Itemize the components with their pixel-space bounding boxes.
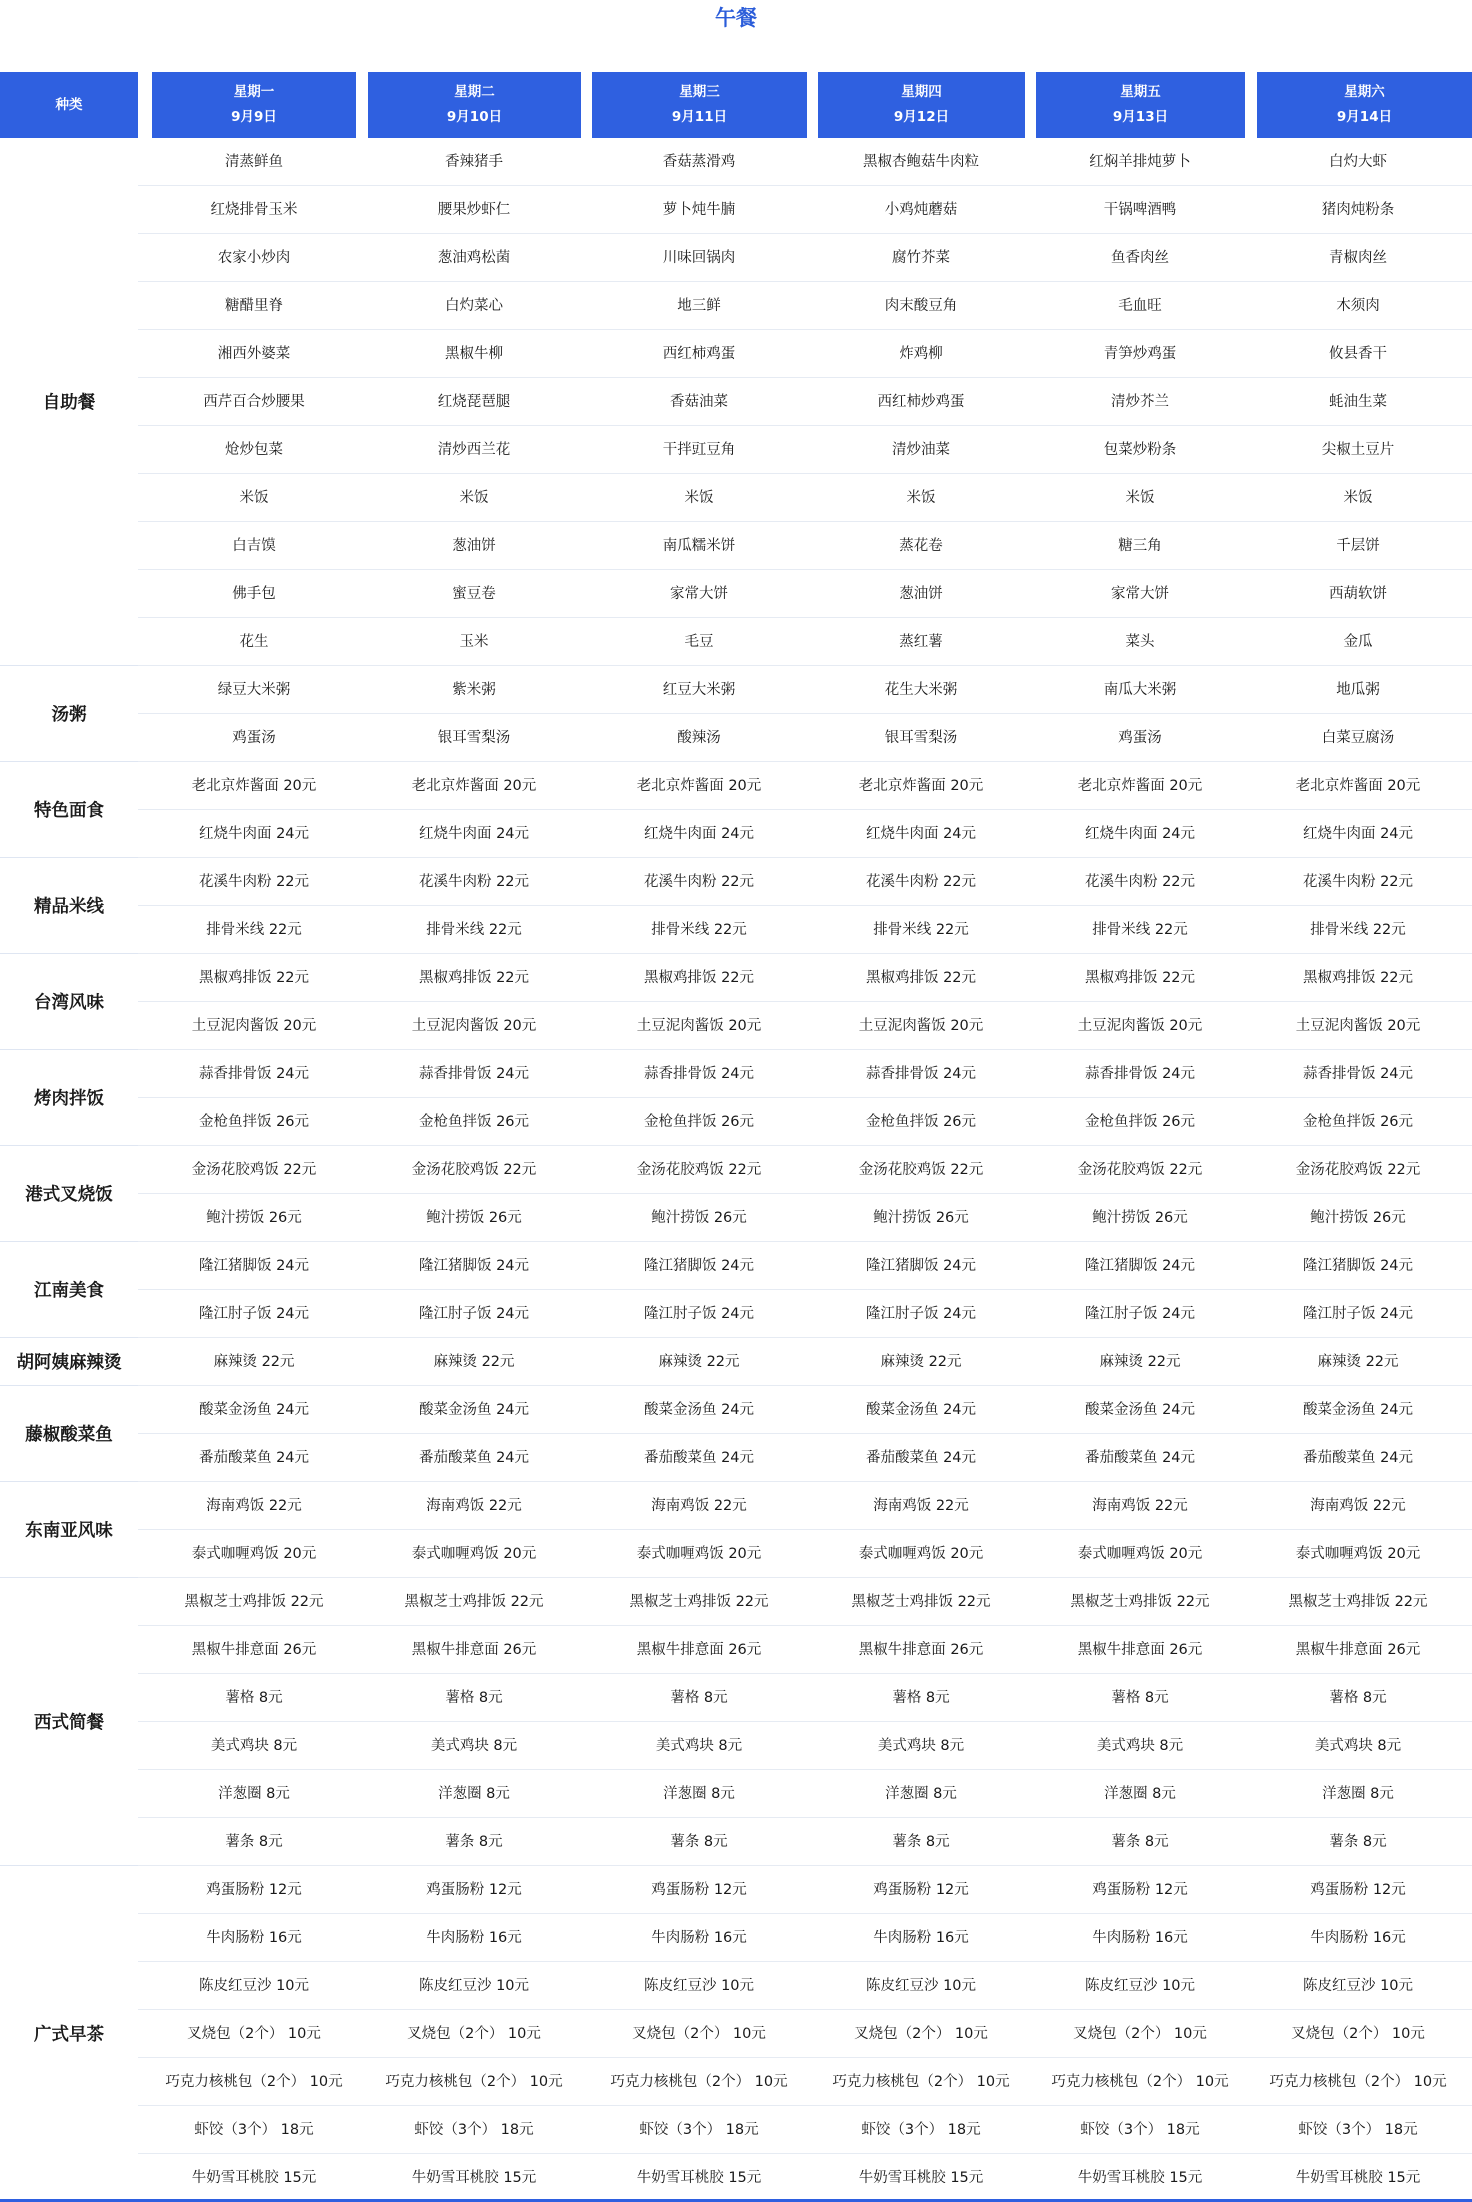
menu-item: 海南鸡饭 22元 [1092, 1498, 1188, 1514]
menu-item: 薯条 8元 [670, 1834, 728, 1850]
menu-item: 土豆泥肉酱饭 20元 [1077, 1018, 1203, 1034]
menu-item: 老北京炸酱面 20元 [411, 778, 537, 794]
menu-item: 银耳雪梨汤 [437, 730, 511, 746]
menu-item: 隆江肘子饭 24元 [1302, 1306, 1414, 1322]
menu-item: 陈皮红豆沙 10元 [1084, 1978, 1196, 1994]
menu-item: 老北京炸酱面 20元 [636, 778, 762, 794]
menu-item: 巧克力核桃包（2个） 10元 [385, 2074, 563, 2090]
menu-item: 牛奶雪耳桃胶 15元 [191, 2170, 317, 2186]
menu-item: 鸡蛋肠粉 12元 [1092, 1882, 1188, 1898]
menu-item: 美式鸡块 8元 [210, 1738, 298, 1754]
menu-item: 包菜炒粉条 [1103, 442, 1177, 458]
menu-item: 花生 [239, 634, 269, 650]
menu-item: 香辣猪手 [445, 154, 503, 170]
header-weekday: 星期五 [1120, 84, 1161, 100]
menu-item: 薯格 8元 [1111, 1690, 1169, 1706]
category-label: 烤肉拌饭 [0, 1050, 138, 1146]
menu-item: 老北京炸酱面 20元 [1295, 778, 1421, 794]
menu-item: 洋葱圈 8元 [1104, 1786, 1176, 1802]
menu-item: 金枪鱼拌饭 26元 [643, 1114, 755, 1130]
menu-item: 金枪鱼拌饭 26元 [198, 1114, 310, 1130]
menu-item: 鸡蛋肠粉 12元 [426, 1882, 522, 1898]
menu-item: 鲍汁捞饭 26元 [1092, 1210, 1188, 1226]
menu-item: 葱油饼 [452, 538, 496, 554]
category-label: 特色面食 [0, 762, 138, 858]
menu-item: 蒸花卷 [899, 538, 943, 554]
menu-item: 金枪鱼拌饭 26元 [1302, 1114, 1414, 1130]
menu-item: 黑椒鸡排饭 22元 [418, 970, 530, 986]
menu-item: 海南鸡饭 22元 [206, 1498, 302, 1514]
menu-item: 番茄酸菜鱼 24元 [1302, 1450, 1414, 1466]
menu-item: 麻辣烫 22元 [213, 1354, 295, 1370]
menu-item: 米饭 [1343, 490, 1373, 506]
menu-item: 金汤花胶鸡饭 22元 [1077, 1162, 1203, 1178]
menu-item: 牛奶雪耳桃胶 15元 [858, 2170, 984, 2186]
category-label: 台湾风味 [0, 954, 138, 1050]
menu-item: 番茄酸菜鱼 24元 [865, 1450, 977, 1466]
menu-item: 酸菜金汤鱼 24元 [418, 1402, 530, 1418]
menu-item: 蒜香排骨饭 24元 [643, 1066, 755, 1082]
menu-item: 黑椒牛排意面 26元 [1295, 1642, 1421, 1658]
menu-item: 黑椒牛柳 [445, 346, 503, 362]
menu-item: 隆江猪脚饭 24元 [1084, 1258, 1196, 1274]
menu-item: 金汤花胶鸡饭 22元 [636, 1162, 762, 1178]
menu-item: 麻辣烫 22元 [880, 1354, 962, 1370]
menu-item: 洋葱圈 8元 [663, 1786, 735, 1802]
menu-item: 隆江猪脚饭 24元 [1302, 1258, 1414, 1274]
menu-item: 老北京炸酱面 20元 [191, 778, 317, 794]
category-label: 西式简餐 [0, 1578, 138, 1866]
menu-item: 黑椒牛排意面 26元 [636, 1642, 762, 1658]
menu-item: 清炒西兰花 [437, 442, 511, 458]
menu-item: 西红柿炒鸡蛋 [877, 394, 965, 410]
category-label: 江南美食 [0, 1242, 138, 1338]
menu-item: 红烧牛肉面 24元 [643, 826, 755, 842]
menu-item: 鲍汁捞饭 26元 [651, 1210, 747, 1226]
menu-item: 西红柿鸡蛋 [662, 346, 736, 362]
menu-item: 猪肉炖粉条 [1321, 202, 1395, 218]
menu-item: 西芹百合炒腰果 [203, 394, 305, 410]
menu-item: 鸡蛋肠粉 12元 [873, 1882, 969, 1898]
menu-item: 毛血旺 [1118, 298, 1162, 314]
menu-item: 牛肉肠粉 16元 [873, 1930, 969, 1946]
menu-item: 佛手包 [232, 586, 276, 602]
menu-item: 老北京炸酱面 20元 [1077, 778, 1203, 794]
menu-item: 炝炒包菜 [225, 442, 283, 458]
menu-item: 薯条 8元 [225, 1834, 283, 1850]
menu-item: 花溪牛肉粉 22元 [1084, 874, 1196, 890]
menu-item: 白吉馍 [232, 538, 276, 554]
menu-item: 鸡蛋肠粉 12元 [1310, 1882, 1406, 1898]
menu-item: 隆江猪脚饭 24元 [418, 1258, 530, 1274]
menu-item: 肉末酸豆角 [884, 298, 958, 314]
menu-item: 黑椒牛排意面 26元 [191, 1642, 317, 1658]
menu-item: 隆江肘子饭 24元 [1084, 1306, 1196, 1322]
menu-item: 酸菜金汤鱼 24元 [198, 1402, 310, 1418]
menu-item: 鱼香肉丝 [1111, 250, 1169, 266]
menu-item: 金汤花胶鸡饭 22元 [1295, 1162, 1421, 1178]
category-label: 胡阿姨麻辣烫 [0, 1338, 138, 1386]
header-weekday: 星期四 [901, 84, 942, 100]
menu-item: 蒸红薯 [899, 634, 943, 650]
menu-item: 隆江猪脚饭 24元 [865, 1258, 977, 1274]
menu-item: 糖醋里脊 [225, 298, 283, 314]
menu-item: 美式鸡块 8元 [877, 1738, 965, 1754]
menu-item: 西葫软饼 [1329, 586, 1387, 602]
menu-item: 菜头 [1125, 634, 1155, 650]
menu-item: 攸县香干 [1329, 346, 1387, 362]
menu-item: 黑椒牛排意面 26元 [858, 1642, 984, 1658]
menu-item: 川味回锅肉 [662, 250, 736, 266]
menu-item: 虾饺（3个） 18元 [414, 2122, 534, 2138]
menu-item: 鲍汁捞饭 26元 [873, 1210, 969, 1226]
menu-item: 排骨米线 22元 [1092, 922, 1188, 938]
menu-item: 泰式咖喱鸡饭 20元 [411, 1546, 537, 1562]
menu-item: 木须肉 [1336, 298, 1380, 314]
menu-item: 地三鲜 [677, 298, 721, 314]
menu-item: 干锅啤酒鸭 [1103, 202, 1177, 218]
menu-item: 陈皮红豆沙 10元 [1302, 1978, 1414, 1994]
category-label: 港式叉烧饭 [0, 1146, 138, 1242]
menu-item: 薯条 8元 [1111, 1834, 1169, 1850]
menu-item: 米饭 [1125, 490, 1155, 506]
menu-item: 红烧琵琶腿 [437, 394, 511, 410]
category-label: 东南亚风味 [0, 1482, 138, 1578]
menu-item: 红豆大米粥 [662, 682, 736, 698]
menu-item: 牛肉肠粉 16元 [651, 1930, 747, 1946]
menu-item: 海南鸡饭 22元 [651, 1498, 747, 1514]
menu-item: 黑椒鸡排饭 22元 [198, 970, 310, 986]
menu-item: 清炒油菜 [892, 442, 950, 458]
menu-item: 蒜香排骨饭 24元 [865, 1066, 977, 1082]
menu-item: 尖椒土豆片 [1321, 442, 1395, 458]
menu-item: 青笋炒鸡蛋 [1103, 346, 1177, 362]
menu-item: 番茄酸菜鱼 24元 [418, 1450, 530, 1466]
menu-item: 米饭 [239, 490, 269, 506]
menu-item: 泰式咖喱鸡饭 20元 [1295, 1546, 1421, 1562]
menu-item: 蒜香排骨饭 24元 [418, 1066, 530, 1082]
category-label: 自助餐 [0, 138, 138, 666]
header-weekday: 星期二 [454, 84, 495, 100]
header-category [0, 72, 138, 138]
menu-item: 薯条 8元 [892, 1834, 950, 1850]
menu-item: 金瓜 [1343, 634, 1373, 650]
menu-item: 蒜香排骨饭 24元 [1302, 1066, 1414, 1082]
menu-item: 洋葱圈 8元 [1322, 1786, 1394, 1802]
menu-item: 老北京炸酱面 20元 [858, 778, 984, 794]
menu-item: 黑椒芝士鸡排饭 22元 [184, 1594, 324, 1610]
menu-item: 黑椒芝士鸡排饭 22元 [404, 1594, 544, 1610]
menu-item: 糖三角 [1118, 538, 1162, 554]
menu-item: 虾饺（3个） 18元 [861, 2122, 981, 2138]
menu-item: 萝卜炖牛腩 [662, 202, 736, 218]
menu-item: 酸辣汤 [677, 730, 721, 746]
menu-item: 红烧牛肉面 24元 [1084, 826, 1196, 842]
header-date: 9月12日 [893, 109, 950, 125]
menu-item: 叉烧包（2个） 10元 [632, 2026, 766, 2042]
menu-item: 黑椒牛排意面 26元 [1077, 1642, 1203, 1658]
menu-item: 南瓜糯米饼 [662, 538, 736, 554]
menu-item: 金汤花胶鸡饭 22元 [191, 1162, 317, 1178]
menu-item: 鸡蛋肠粉 12元 [206, 1882, 302, 1898]
menu-item: 鲍汁捞饭 26元 [206, 1210, 302, 1226]
menu-item: 黑椒芝士鸡排饭 22元 [1070, 1594, 1210, 1610]
menu-item: 鸡蛋汤 [232, 730, 276, 746]
category-label: 藤椒酸菜鱼 [0, 1386, 138, 1482]
menu-item: 美式鸡块 8元 [1314, 1738, 1402, 1754]
menu-item: 金汤花胶鸡饭 22元 [858, 1162, 984, 1178]
menu-item: 番茄酸菜鱼 24元 [198, 1450, 310, 1466]
menu-item: 泰式咖喱鸡饭 20元 [636, 1546, 762, 1562]
menu-item: 金汤花胶鸡饭 22元 [411, 1162, 537, 1178]
category-label: 精品米线 [0, 858, 138, 954]
menu-item: 牛肉肠粉 16元 [206, 1930, 302, 1946]
menu-item: 花溪牛肉粉 22元 [1302, 874, 1414, 890]
header-day-6 [1257, 72, 1472, 138]
header-weekday: 星期六 [1344, 84, 1385, 100]
menu-item: 银耳雪梨汤 [884, 730, 958, 746]
menu-item: 泰式咖喱鸡饭 20元 [191, 1546, 317, 1562]
menu-item: 排骨米线 22元 [206, 922, 302, 938]
menu-item: 红烧牛肉面 24元 [418, 826, 530, 842]
menu-item: 美式鸡块 8元 [1096, 1738, 1184, 1754]
header-weekday: 星期一 [233, 84, 275, 100]
menu-item: 家常大饼 [670, 586, 728, 602]
menu-item: 地瓜粥 [1336, 682, 1380, 698]
menu-item: 蒜香排骨饭 24元 [198, 1066, 310, 1082]
menu-item: 巧克力核桃包（2个） 10元 [165, 2074, 343, 2090]
header-date: 9月11日 [671, 109, 728, 125]
menu-item: 隆江肘子饭 24元 [643, 1306, 755, 1322]
menu-item: 金枪鱼拌饭 26元 [865, 1114, 977, 1130]
menu-item: 土豆泥肉酱饭 20元 [411, 1018, 537, 1034]
menu-item: 牛奶雪耳桃胶 15元 [1295, 2170, 1421, 2186]
menu-item: 虾饺（3个） 18元 [1298, 2122, 1418, 2138]
menu-item: 薯条 8元 [445, 1834, 503, 1850]
menu-item: 美式鸡块 8元 [430, 1738, 518, 1754]
menu-item: 干拌豇豆角 [662, 442, 736, 458]
menu-item: 香菇蒸滑鸡 [662, 154, 736, 170]
menu-item: 小鸡炖蘑菇 [884, 202, 958, 218]
menu-item: 麻辣烫 22元 [433, 1354, 515, 1370]
menu-item: 麻辣烫 22元 [658, 1354, 740, 1370]
menu-item: 薯格 8元 [1329, 1690, 1387, 1706]
menu-item: 薯格 8元 [225, 1690, 283, 1706]
header-category-label: 种类 [55, 96, 83, 113]
page-title: 午餐 [715, 6, 757, 30]
menu-item: 酸菜金汤鱼 24元 [865, 1402, 977, 1418]
menu-item: 花溪牛肉粉 22元 [418, 874, 530, 890]
menu-item: 黑椒芝士鸡排饭 22元 [851, 1594, 991, 1610]
menu-item: 酸菜金汤鱼 24元 [1302, 1402, 1414, 1418]
menu-item: 黑椒鸡排饭 22元 [865, 970, 977, 986]
menu-item: 红烧排骨玉米 [210, 202, 298, 218]
menu-item: 红烧牛肉面 24元 [198, 826, 310, 842]
menu-item: 毛豆 [684, 634, 714, 650]
menu-item: 鲍汁捞饭 26元 [426, 1210, 522, 1226]
menu-item: 海南鸡饭 22元 [1310, 1498, 1406, 1514]
menu-item: 黑椒芝士鸡排饭 22元 [629, 1594, 769, 1610]
menu-item: 黑椒芝士鸡排饭 22元 [1288, 1594, 1428, 1610]
menu-item: 湘西外婆菜 [217, 346, 291, 362]
header-date: 9月10日 [446, 109, 503, 125]
header-date: 9月14日 [1336, 109, 1393, 125]
menu-item: 泰式咖喱鸡饭 20元 [1077, 1546, 1203, 1562]
menu-item: 薯格 8元 [670, 1690, 728, 1706]
menu-item: 叉烧包（2个） 10元 [1291, 2026, 1425, 2042]
menu-item: 隆江猪脚饭 24元 [198, 1258, 310, 1274]
menu-item: 薯条 8元 [1329, 1834, 1387, 1850]
menu-item: 排骨米线 22元 [651, 922, 747, 938]
menu-item: 麻辣烫 22元 [1099, 1354, 1181, 1370]
menu-item: 炸鸡柳 [899, 346, 943, 362]
header-day-2 [368, 72, 581, 138]
menu-item: 洋葱圈 8元 [885, 1786, 957, 1802]
menu-item: 金枪鱼拌饭 26元 [1084, 1114, 1196, 1130]
menu-item: 红烧牛肉面 24元 [865, 826, 977, 842]
menu-item: 巧克力核桃包（2个） 10元 [610, 2074, 788, 2090]
menu-item: 蚝油生菜 [1329, 394, 1387, 410]
menu-item: 洋葱圈 8元 [218, 1786, 290, 1802]
menu-item: 米饭 [684, 490, 714, 506]
menu-item: 海南鸡饭 22元 [426, 1498, 522, 1514]
menu-item: 叉烧包（2个） 10元 [1073, 2026, 1207, 2042]
menu-item: 黑椒鸡排饭 22元 [643, 970, 755, 986]
menu-item: 薯格 8元 [445, 1690, 503, 1706]
menu-item: 清炒芥兰 [1111, 394, 1169, 410]
header-date: 9月13日 [1112, 109, 1169, 125]
menu-item: 黑椒鸡排饭 22元 [1084, 970, 1196, 986]
menu-item: 麻辣烫 22元 [1317, 1354, 1399, 1370]
menu-item: 牛奶雪耳桃胶 15元 [636, 2170, 762, 2186]
menu-item: 鸡蛋肠粉 12元 [651, 1882, 747, 1898]
header-day-4 [818, 72, 1025, 138]
menu-item: 腐竹芥菜 [892, 250, 950, 266]
menu-item: 美式鸡块 8元 [655, 1738, 743, 1754]
menu-item: 隆江肘子饭 24元 [418, 1306, 530, 1322]
menu-item: 虾饺（3个） 18元 [1080, 2122, 1200, 2138]
menu-item: 家常大饼 [1111, 586, 1169, 602]
menu-item: 绿豆大米粥 [217, 682, 291, 698]
menu-item: 红烧牛肉面 24元 [1302, 826, 1414, 842]
menu-item: 陈皮红豆沙 10元 [198, 1978, 310, 1994]
menu-item: 海南鸡饭 22元 [873, 1498, 969, 1514]
menu-item: 薯格 8元 [892, 1690, 950, 1706]
menu-item: 黑椒鸡排饭 22元 [1302, 970, 1414, 986]
category-label: 广式早茶 [0, 1866, 138, 2202]
menu-item: 农家小炒肉 [217, 250, 291, 266]
menu-item: 排骨米线 22元 [873, 922, 969, 938]
menu-item: 南瓜大米粥 [1103, 682, 1177, 698]
menu-item: 腰果炒虾仁 [437, 202, 511, 218]
menu-item: 陈皮红豆沙 10元 [418, 1978, 530, 1994]
menu-item: 鲍汁捞饭 26元 [1310, 1210, 1406, 1226]
menu-item: 洋葱圈 8元 [438, 1786, 510, 1802]
menu-item: 土豆泥肉酱饭 20元 [191, 1018, 317, 1034]
menu-item: 葱油饼 [899, 586, 943, 602]
menu-item: 花溪牛肉粉 22元 [198, 874, 310, 890]
menu-item: 金枪鱼拌饭 26元 [418, 1114, 530, 1130]
menu-item: 千层饼 [1336, 538, 1380, 554]
header-weekday: 星期三 [679, 84, 720, 100]
menu-item: 隆江肘子饭 24元 [865, 1306, 977, 1322]
menu-item: 鸡蛋汤 [1118, 730, 1162, 746]
header-date: 9月9日 [231, 109, 277, 125]
menu-item: 虾饺（3个） 18元 [639, 2122, 759, 2138]
menu-item: 白菜豆腐汤 [1321, 730, 1395, 746]
menu-item: 花溪牛肉粉 22元 [865, 874, 977, 890]
menu-item: 葱油鸡松菌 [437, 250, 511, 266]
menu-item: 巧克力核桃包（2个） 10元 [1051, 2074, 1229, 2090]
menu-item: 排骨米线 22元 [1310, 922, 1406, 938]
menu-item: 白灼大虾 [1329, 154, 1387, 170]
menu-item: 番茄酸菜鱼 24元 [1084, 1450, 1196, 1466]
menu-item: 花溪牛肉粉 22元 [643, 874, 755, 890]
menu-item: 巧克力核桃包（2个） 10元 [832, 2074, 1010, 2090]
menu-item: 黑椒杏鲍菇牛肉粒 [863, 154, 979, 170]
menu-item: 酸菜金汤鱼 24元 [1084, 1402, 1196, 1418]
menu-item: 虾饺（3个） 18元 [194, 2122, 314, 2138]
menu-item: 叉烧包（2个） 10元 [854, 2026, 988, 2042]
header-day-3 [592, 72, 807, 138]
menu-item: 米饭 [459, 490, 489, 506]
menu-item: 牛奶雪耳桃胶 15元 [1077, 2170, 1203, 2186]
menu-item: 牛肉肠粉 16元 [1310, 1930, 1406, 1946]
menu-item: 土豆泥肉酱饭 20元 [858, 1018, 984, 1034]
menu-item: 隆江猪脚饭 24元 [643, 1258, 755, 1274]
menu-item: 白灼菜心 [445, 298, 503, 314]
menu-item: 叉烧包（2个） 10元 [407, 2026, 541, 2042]
menu-item: 番茄酸菜鱼 24元 [643, 1450, 755, 1466]
menu-item: 叉烧包（2个） 10元 [187, 2026, 321, 2042]
menu-item: 隆江肘子饭 24元 [198, 1306, 310, 1322]
menu-item: 土豆泥肉酱饭 20元 [636, 1018, 762, 1034]
menu-item: 牛肉肠粉 16元 [426, 1930, 522, 1946]
menu-item: 黑椒牛排意面 26元 [411, 1642, 537, 1658]
header-day-1 [152, 72, 356, 138]
menu-item: 红焖羊排炖萝卜 [1089, 154, 1191, 170]
menu-item: 青椒肉丝 [1329, 250, 1387, 266]
menu-item: 土豆泥肉酱饭 20元 [1295, 1018, 1421, 1034]
menu-item: 玉米 [459, 634, 489, 650]
menu-item: 紫米粥 [452, 682, 496, 698]
menu-item: 香菇油菜 [670, 394, 728, 410]
menu-item: 蒜香排骨饭 24元 [1084, 1066, 1196, 1082]
menu-item: 酸菜金汤鱼 24元 [643, 1402, 755, 1418]
menu-item: 陈皮红豆沙 10元 [643, 1978, 755, 1994]
menu-item: 清蒸鲜鱼 [225, 154, 283, 170]
menu-item: 陈皮红豆沙 10元 [865, 1978, 977, 1994]
menu-item: 牛奶雪耳桃胶 15元 [411, 2170, 537, 2186]
menu-item: 米饭 [906, 490, 936, 506]
menu-item: 蜜豆卷 [452, 586, 496, 602]
menu-item: 泰式咖喱鸡饭 20元 [858, 1546, 984, 1562]
header-day-5 [1036, 72, 1245, 138]
menu-item: 花生大米粥 [884, 682, 958, 698]
menu-item: 排骨米线 22元 [426, 922, 522, 938]
menu-item: 巧克力核桃包（2个） 10元 [1269, 2074, 1447, 2090]
category-label: 汤粥 [0, 666, 138, 762]
menu-item: 牛肉肠粉 16元 [1092, 1930, 1188, 1946]
